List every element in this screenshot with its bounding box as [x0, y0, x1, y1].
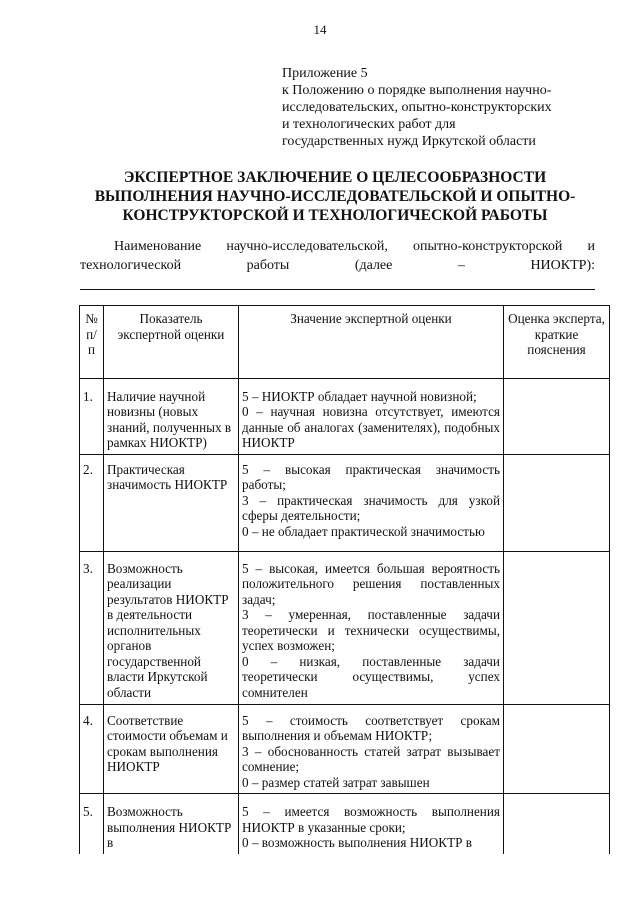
naming-word: технологической — [80, 258, 182, 273]
value-option: 5 – стоимость соответствует срокам выполнения и объемам НИОКТР; — [242, 712, 500, 743]
naming-word: работы — [246, 258, 290, 273]
header-num: № п/п — [80, 306, 104, 379]
row-values — [239, 551, 504, 704]
table-row — [80, 378, 610, 454]
header-indicator: Показатель экспертной оценки — [104, 306, 239, 379]
table-header-row — [80, 306, 610, 379]
appendix-line: Приложение 5 — [282, 66, 368, 81]
value-option: 3 – практическая значимость для узкой сферы деятельности; — [242, 492, 500, 523]
row-values — [239, 454, 504, 551]
naming-word: НИОКТР): — [530, 258, 595, 273]
value-option: 0 – не обладает практической значимостью — [242, 523, 485, 539]
row-indicator: Возможность реализации результатов НИОКТР в деятельности исполнительных органов государственной власти Иркутской области — [104, 551, 239, 704]
row-num: 3. — [80, 551, 104, 704]
row-num: 2. — [80, 454, 104, 551]
value-option: 0 – размер статей затрат завышен — [242, 774, 430, 790]
table-row — [80, 551, 610, 704]
table-row — [80, 794, 610, 854]
naming-line-1: Наименование научно-исследовательской, опытно-конструкторской и — [114, 239, 595, 254]
header-assessment: Оценка эксперта, краткие пояснения — [504, 306, 610, 379]
row-num: 5. — [80, 794, 104, 854]
page-number: 14 — [313, 22, 327, 37]
value-option: 5 – высокая, имеется большая вероятность положительного решения поставленных задач; — [242, 560, 500, 607]
appendix-note — [282, 65, 602, 150]
naming-line-2 — [80, 256, 595, 275]
value-option: 5 – имеется возможность выполнения НИОКТР в указанные сроки; — [242, 804, 500, 835]
value-option: 0 – научная новизна отсутствует, имеются данные об аналогах (заменителях), подобных НИОКТР — [242, 404, 500, 450]
row-assessment-cell[interactable] — [504, 454, 610, 551]
row-assessment-cell[interactable] — [504, 551, 610, 704]
naming-blank-line[interactable] — [80, 275, 595, 290]
title-line: КОНСТРУКТОРСКОЙ И ТЕХНОЛОГИЧЕСКОЙ РАБОТЫ — [122, 207, 548, 224]
appendix-line: к Положению о порядке выполнения научно- — [282, 83, 552, 98]
value-option: 3 – умеренная, поставленные задачи теоретически и технически осуществимы, успех возможен; — [242, 607, 500, 653]
naming-word: – — [457, 258, 465, 273]
row-indicator: Возможность выполнения НИОКТР в — [104, 794, 239, 854]
row-values — [239, 704, 504, 794]
value-option: 0 – возможность выполнения НИОКТР в — [242, 835, 472, 850]
row-assessment-cell[interactable] — [504, 378, 610, 454]
title-line: ВЫПОЛНЕНИЯ НАУЧНО-ИССЛЕДОВАТЕЛЬСКОЙ И ОПЫТНО- — [94, 188, 576, 205]
appendix-line: исследовательских, опытно-конструкторских — [282, 100, 552, 115]
naming-word: (далее — [354, 258, 393, 273]
document-title — [70, 168, 600, 225]
row-num: 1. — [80, 378, 104, 454]
row-num: 4. — [80, 704, 104, 794]
row-indicator: Наличие научной новизны (новых знаний, полученных в рамках НИОКТР) — [104, 378, 239, 454]
row-indicator: Соответствие стоимости объемам и срокам выполнения НИОКТР — [104, 704, 239, 794]
value-option: 0 – низкая, поставленные задачи теоретически осуществимы, успех сомнителен — [242, 653, 500, 700]
table-row — [80, 704, 610, 794]
title-line: ЭКСПЕРТНОЕ ЗАКЛЮЧЕНИЕ О ЦЕЛЕСООБРАЗНОСТИ — [123, 169, 547, 186]
value-option: 5 – НИОКТР обладает научной новизной; — [242, 388, 477, 404]
row-values — [239, 378, 504, 454]
expert-assessment-table — [79, 305, 610, 854]
row-indicator: Практическая значимость НИОКТР — [104, 454, 239, 551]
row-assessment-cell[interactable] — [504, 704, 610, 794]
row-values — [239, 794, 504, 854]
row-assessment-cell[interactable] — [504, 794, 610, 854]
value-option: 5 – высокая практическая значимость работы; — [242, 461, 500, 492]
niokr-naming-field — [80, 237, 595, 290]
appendix-line: государственных нужд Иркутской области — [282, 134, 536, 149]
table-row — [80, 454, 610, 551]
header-value: Значение экспертной оценки — [239, 306, 504, 379]
appendix-line: и технологических работ для — [282, 117, 456, 132]
value-option: 3 – обоснованность статей затрат вызывает сомнение; — [242, 743, 500, 774]
